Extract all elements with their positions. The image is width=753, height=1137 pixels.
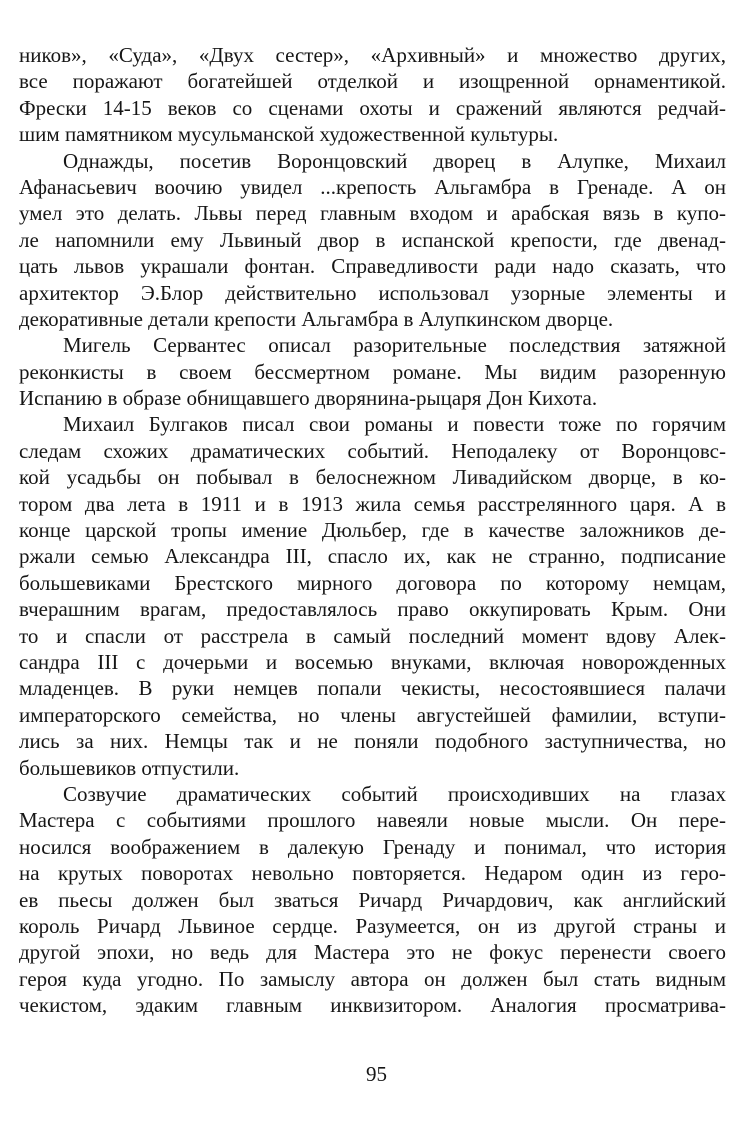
- text-line: Фрески 14-15 веков со сценами охоты и сражений являются редчай-: [19, 95, 726, 120]
- text-line: тором два лета в 1911 и в 1913 жила семья расстрелянного царя. А в: [19, 491, 726, 516]
- text-line: король Ричард Львиное сердце. Разумеется, он из другой страны и: [19, 913, 726, 938]
- text-line: Мастера с событиями прошлого навеяли новые мысли. Он пере-: [19, 808, 726, 833]
- text-line: ле напомнили ему Львиный двор в испанской крепости, где двенад-: [19, 227, 726, 252]
- text-line: Мигель Сервантес описал разорительные последствия затяжной: [63, 333, 726, 358]
- text-line: лись за них. Немцы так и не поняли подобного заступничества, но: [19, 729, 726, 754]
- paragraph: [19, 148, 726, 333]
- text-line: архитектор Э.Блор действительно использовал узорные элементы и: [19, 280, 726, 305]
- text-line: ржали семью Александра III, спасло их, как не странно, подписание: [19, 544, 726, 569]
- text-line: сандра III с дочерьми и восемью внуками, включая новорожденных: [19, 649, 726, 674]
- text-line: вчерашним врагам, предоставлялось право оккупировать Крым. Они: [19, 597, 726, 622]
- text-line: шим памятником мусульманской художественной культуры.: [19, 122, 559, 147]
- text-line: другой эпохи, но ведь для Мастера это не фокус перенести своего: [19, 940, 726, 965]
- text-line: умел это делать. Львы перед главным входом и арабская вязь в купо-: [19, 201, 726, 226]
- text-line: на крутых поворотах невольно повторяется. Недаром один из геро-: [19, 861, 726, 886]
- text-line: все поражают богатейшей отделкой и изощренной орнаментикой.: [19, 69, 726, 94]
- text-line: младенцев. В руки немцев попали чекисты, несостоявшиеся палачи: [19, 676, 726, 701]
- paragraph: [19, 411, 726, 780]
- text-line: большевиков отпустили.: [19, 755, 240, 780]
- text-line: Испанию в образе обнищавшего дворянина-рыцаря Дон Кихота.: [19, 386, 598, 411]
- text-line: кой усадьбы он побывал в белоснежном Ливадийском дворце, в ко-: [19, 465, 726, 490]
- page-number: 95: [366, 1062, 387, 1086]
- paragraph: [19, 781, 726, 1019]
- text-line: декоративные детали крепости Альгамбра в Алупкинском дворце.: [19, 306, 614, 331]
- text-line: героя куда угодно. По замыслу автора он должен был стать видным: [19, 966, 726, 991]
- paragraph: [19, 42, 726, 148]
- text-line: то и спасли от расстрела в самый последний момент вдову Алек-: [19, 623, 726, 648]
- text-line: ев пьесы должен был зваться Ричард Ричардович, как английский: [19, 887, 726, 912]
- text-column: [19, 42, 726, 1018]
- text-line: Михаил Булгаков писал свои романы и повести тоже по горячим: [63, 412, 726, 437]
- text-line: реконкисты в своем бессмертном романе. Мы видим разоренную: [19, 359, 726, 384]
- paragraph: [19, 332, 726, 411]
- text-line: Афанасьевич воочию увидел ...крепость Альгамбра в Гренаде. А он: [19, 174, 726, 199]
- text-line: Созвучие драматических событий происходивших на глазах: [63, 781, 726, 806]
- text-line: ников», «Суда», «Двух сестер», «Архивный» и множество других,: [19, 43, 726, 67]
- text-line: Однажды, посетив Воронцовский дворец в Алупке, Михаил: [63, 148, 726, 173]
- text-line: большевиками Брестского мирного договора по которому немцам,: [19, 570, 726, 595]
- text-line: императорского семейства, но члены августейшей фамилии, вступи-: [19, 702, 726, 727]
- text-line: носился воображением в далекую Гренаду и понимал, что история: [19, 834, 726, 859]
- text-line: следам схожих драматических событий. Неподалеку от Воронцовс-: [19, 438, 726, 463]
- text-line: конце царской тропы имение Дюльбер, где в качестве заложников де-: [19, 518, 726, 543]
- text-line: чекистом, эдаким главным инквизитором. Аналогия просматрива-: [19, 993, 726, 1018]
- text-line: цать львов украшали фонтан. Справедливости ради надо сказать, что: [19, 254, 726, 279]
